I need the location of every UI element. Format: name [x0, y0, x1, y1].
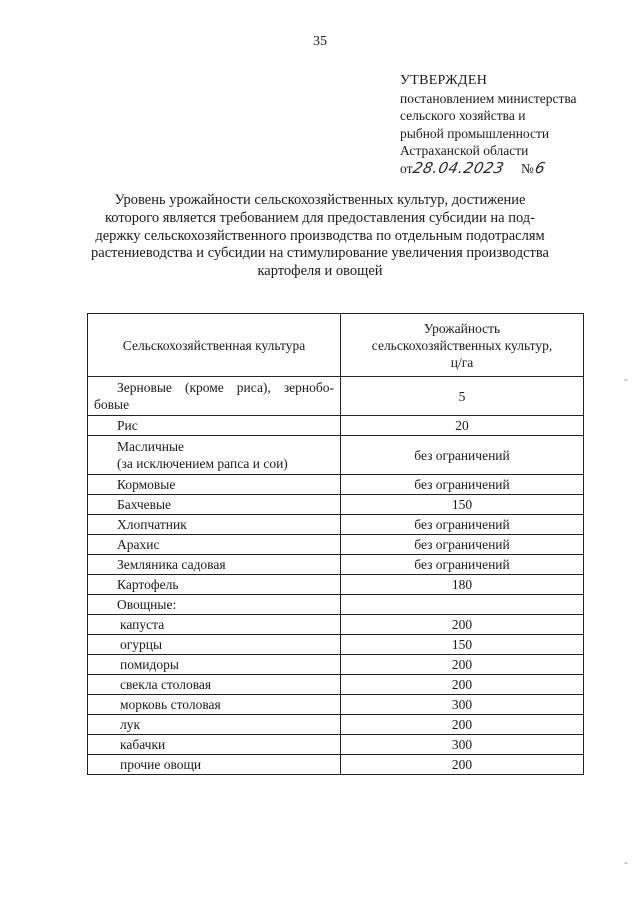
crop-cell: лук	[88, 715, 341, 735]
title-line: картофеля и овощей	[257, 263, 383, 280]
crop-cell: Арахис	[88, 535, 341, 555]
yield-cell: 180	[341, 575, 584, 595]
yield-cell: 200	[341, 655, 584, 675]
crop-cell	[88, 377, 341, 416]
yield-cell: 5	[341, 377, 584, 416]
table-row	[88, 377, 584, 416]
table-row	[88, 535, 584, 555]
crop-cell: огурцы	[88, 635, 341, 655]
margin-tick-mark: -	[624, 372, 628, 386]
crop-cell: Картофель	[88, 575, 341, 595]
yield-cell: 150	[341, 635, 584, 655]
header-yield-line: ц/га	[450, 354, 474, 370]
crop-cell: Хлопчатник	[88, 515, 341, 535]
crop-cell: свекла столовая	[88, 675, 341, 695]
yield-cell: без ограничений	[341, 555, 584, 575]
crop-cell: Овощные:	[88, 595, 341, 615]
title-line: Уровень урожайности сельскохозяйственных культур, достижение	[114, 192, 526, 208]
yield-cell: без ограничений	[341, 515, 584, 535]
crop-cell: капуста	[88, 615, 341, 635]
crop-cell: прочие овощи	[88, 755, 341, 775]
handwritten-number: 6	[533, 158, 547, 177]
table-row	[88, 555, 584, 575]
table-row	[88, 595, 584, 615]
table-row	[88, 436, 584, 475]
handwritten-date: 28.04.2023	[411, 158, 507, 177]
crop-cell: Рис	[88, 416, 341, 436]
header-crop: Сельскохозяйственная культура	[88, 314, 341, 377]
number-prefix: №	[521, 160, 534, 176]
yield-cell: 200	[341, 615, 584, 635]
yield-cell: 200	[341, 715, 584, 735]
number-label	[521, 158, 547, 178]
yield-cell: 150	[341, 495, 584, 515]
crop-cell: помидоры	[88, 655, 341, 675]
crop-line: бовые	[94, 397, 130, 412]
approval-line-2: сельского хозяйства и	[400, 108, 526, 123]
crop-cell: Кормовые	[88, 475, 341, 495]
title-line: держку сельскохозяйственного производства по отдельным подотраслям	[95, 227, 545, 244]
crop-cell	[88, 436, 341, 475]
yield-cell: без ограничений	[341, 436, 584, 475]
table-row	[88, 635, 584, 655]
header-yield-line: сельскохозяйственных культур,	[371, 337, 553, 353]
approval-line-1: постановлением министерства	[400, 90, 577, 106]
yield-cell: 300	[341, 735, 584, 755]
header-yield-line: Урожайность	[423, 320, 501, 336]
table-row	[88, 416, 584, 436]
crop-cell: Земляника садовая	[88, 555, 341, 575]
document-title	[60, 192, 580, 281]
table-row	[88, 735, 584, 755]
yield-cell: без ограничений	[341, 535, 584, 555]
table-row	[88, 475, 584, 495]
yield-table	[87, 313, 584, 775]
table-row	[88, 495, 584, 515]
approval-title: УТВЕРЖДЕН	[400, 73, 488, 88]
approval-block	[400, 72, 577, 177]
table-row	[88, 675, 584, 695]
approval-line-4: Астраханской области	[400, 143, 529, 158]
table-row	[88, 715, 584, 735]
crop-line: Зерновые (кроме риса), зернобо-	[117, 380, 334, 395]
margin-tick-mark: -	[624, 855, 628, 869]
table-row	[88, 515, 584, 535]
header-yield	[341, 314, 584, 377]
title-line: растениеводства и субсидии на стимулирование увеличения производства	[91, 245, 549, 262]
table-row	[88, 615, 584, 635]
crop-line: (за исключением рапса и сои)	[117, 456, 288, 471]
table-row	[88, 575, 584, 595]
table-header-row	[88, 314, 584, 377]
yield-cell: 20	[341, 416, 584, 436]
table-row	[88, 655, 584, 675]
title-line: которого является требованием для предоставления субсидии на под-	[104, 209, 535, 226]
crop-cell: кабачки	[88, 735, 341, 755]
crop-cell: Бахчевые	[88, 495, 341, 515]
table-row	[88, 695, 584, 715]
yield-cell: без ограничений	[341, 475, 584, 495]
date-prefix: от	[400, 160, 413, 176]
page-number: 35	[313, 34, 327, 49]
yield-cell: 200	[341, 675, 584, 695]
yield-cell	[341, 595, 584, 615]
yield-cell: 300	[341, 695, 584, 715]
crop-cell: морковь столовая	[88, 695, 341, 715]
crop-line: Масличные	[117, 439, 185, 454]
approval-line-3: рыбной промышленности	[400, 125, 550, 141]
yield-cell: 200	[341, 755, 584, 775]
approval-date-line	[400, 160, 577, 178]
table-row	[88, 755, 584, 775]
